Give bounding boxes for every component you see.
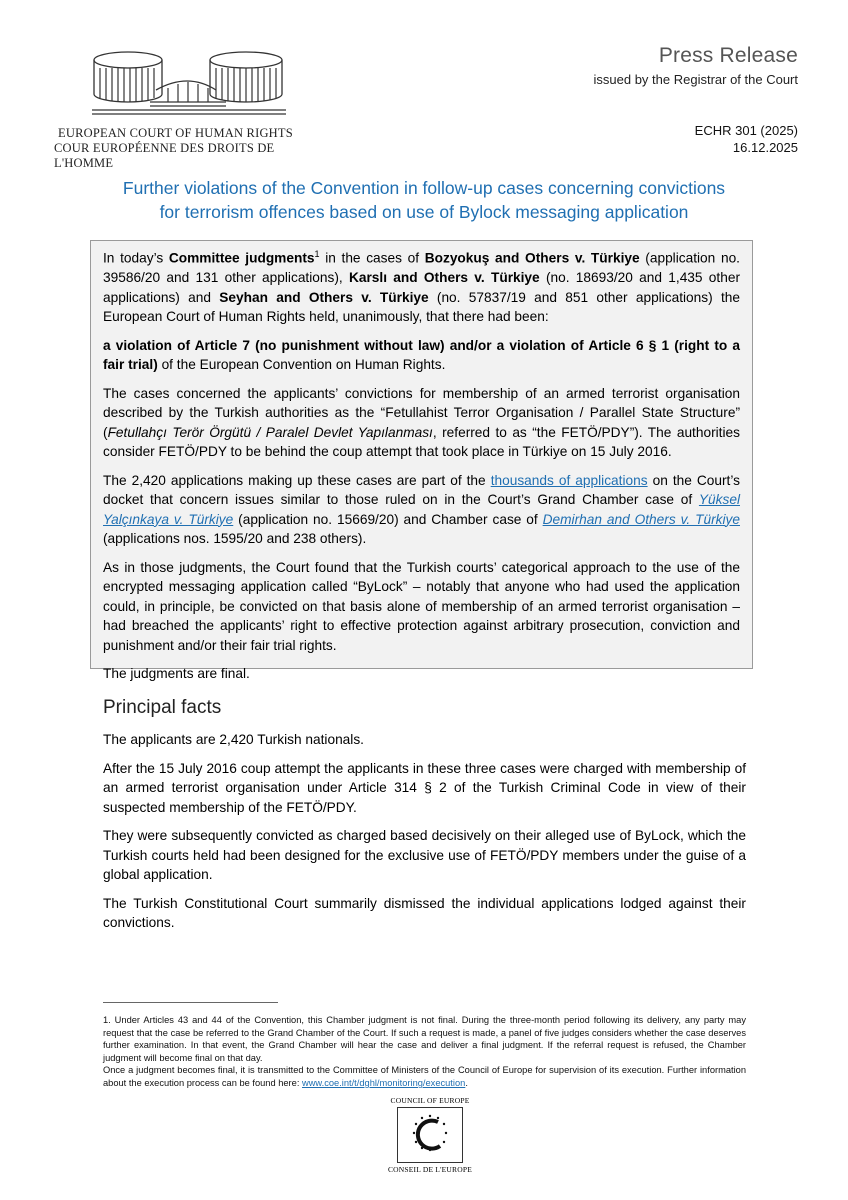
court-building-icon bbox=[90, 46, 290, 120]
section-heading-principal-facts: Principal facts bbox=[103, 697, 222, 718]
case-name: Karslı and Others v. Türkiye bbox=[348, 270, 540, 286]
text: (no. 18693/20 and 1,435 other applications) and bbox=[103, 270, 741, 305]
footnote-paragraph-1: 1. Under Articles 43 and 44 of the Convention, this Chamber judgment is not final. During the three-month period following its delivery, any party may request that the case be referred to the Grand Chamber of the Court. If such a request is made, a panel of five judges considers whether the case deserves further examination. In that event, the Grand Chamber will hear the case and deliver a final judgment. If the referral request is refused, the Chamber judgment will become final on that day. bbox=[103, 1015, 746, 1063]
coe-stars-icon bbox=[398, 1108, 462, 1162]
court-name-fr: COUR EUROPÉENNE DES DROITS DE L'HOMME bbox=[54, 141, 275, 170]
release-date: 16.12.2025 bbox=[732, 140, 798, 155]
text: in the cases of bbox=[319, 250, 425, 266]
release-reference bbox=[695, 122, 798, 156]
footnote-paragraph-2 bbox=[103, 1064, 746, 1089]
release-number: ECHR 301 (2025) bbox=[694, 123, 798, 138]
facts-paragraph-4: The Turkish Constitutional Court summarily dismissed the individual applications lodged against their convictions. bbox=[103, 895, 746, 930]
text: (no. 57837/19 and 851 other applications) the European Court of Human Rights held, unanimously, that there had been: bbox=[103, 289, 740, 325]
headline-line-2: for terrorism offences based on use of Bylock messaging application bbox=[159, 202, 689, 222]
text: In today’s bbox=[103, 250, 169, 266]
text: The 2,420 applications making up these cases are part of the bbox=[103, 472, 491, 488]
headline bbox=[96, 176, 752, 224]
coe-name-fr: CONSEIL DE L'EUROPE bbox=[387, 1165, 473, 1174]
text: Once a judgment becomes final, it is transmitted to the Committee of Ministers of the Council of Europe for supervision of its execution. Further information about the execution process can be found here: bbox=[103, 1065, 746, 1088]
facts-paragraph-2: After the 15 July 2016 coup attempt the applicants in these three cases were charged with membership of an armed terrorist organisation under Article 314 § 2 of the Turkish Criminal Code in view of their suspected membership of the FETÖ/PDY. bbox=[103, 760, 746, 815]
text: , referred to as “the FETÖ/PDY”). The authorities consider FETÖ/PDY to be behind the coup attempt that took place in Türkiye on 15 July 2016. bbox=[103, 424, 740, 460]
summary-paragraph-6: The judgments are final. bbox=[103, 666, 250, 682]
summary-box bbox=[90, 240, 753, 682]
principal-facts-body bbox=[103, 730, 746, 942]
summary-paragraph-4 bbox=[103, 471, 740, 549]
yalcinkaya-case-link[interactable]: Yüksel Yalçınkaya v. Türkiye bbox=[103, 492, 740, 527]
violation-text: a violation of Article 7 (no punishment without law) and/or a violation of Article 6 § 1 (right to a fair trial) bbox=[103, 337, 740, 373]
case-name: Bozyokuş and Others v. Türkiye bbox=[424, 250, 640, 266]
summary-paragraph-3 bbox=[103, 384, 740, 462]
press-release-header bbox=[594, 44, 799, 87]
facts-paragraph-3: They were subsequently convicted as charged based decisively on their alleged use of ByLock, which the Turkish courts held had been designed for the exclusive use of FETÖ/PDY members under the guise of a global application. bbox=[103, 828, 746, 882]
execution-info-link[interactable]: www.coe.int/t/dghl/monitoring/execution bbox=[302, 1077, 466, 1088]
footnote-ref[interactable]: 1 bbox=[314, 249, 320, 259]
text: (application no. 15669/20) and Chamber case of bbox=[233, 511, 543, 527]
demirhan-case-link[interactable]: Demirhan and Others v. Türkiye bbox=[542, 511, 740, 527]
coe-name-en: COUNCIL OF EUROPE bbox=[390, 1096, 470, 1105]
facts-paragraph-1: The applicants are 2,420 Turkish nationals. bbox=[103, 732, 364, 747]
footnote-divider bbox=[103, 1002, 278, 1003]
text: (applications nos. 1595/20 and 238 others). bbox=[103, 531, 367, 547]
summary-paragraph-1 bbox=[103, 245, 740, 327]
press-release-title: Press Release bbox=[658, 44, 798, 67]
italic-text: Fetullahçı Terör Örgütü / Paralel Devlet Yapılanması bbox=[107, 424, 433, 440]
court-name-en: EUROPEAN COURT OF HUMAN RIGHTS bbox=[58, 126, 293, 140]
bold-text: Committee judgments bbox=[168, 250, 315, 266]
text: (application no. 39586/20 and 131 other applications), bbox=[103, 250, 740, 286]
thousands-of-applications-link[interactable]: thousands of applications bbox=[490, 472, 648, 488]
council-of-europe-logo bbox=[380, 1096, 480, 1174]
footnote bbox=[103, 1014, 746, 1090]
summary-paragraph-5: As in those judgments, the Court found that the Turkish courts’ categorical approach to the use of the encrypted messaging application called “ByLock” – notably that anyone who had used the application could, in principle, be convicted on that basis alone of membership of an armed terrorist organisation – had breached the applicants’ right to effective protection against arbitrary prosecution, conviction and punishment and/or their fair trial rights. bbox=[103, 559, 740, 653]
text: of the European Convention on Human Rights. bbox=[157, 357, 446, 373]
press-release-subtitle: issued by the Registrar of the Court bbox=[593, 72, 798, 87]
coe-emblem bbox=[397, 1107, 463, 1163]
court-logo bbox=[54, 46, 322, 171]
text: on the Court’s docket that concern issues similar to those ruled on in the Court’s Grand Chamber case of bbox=[103, 472, 740, 508]
summary-paragraph-2 bbox=[103, 336, 740, 375]
text: The cases concerned the applicants’ convictions for membership of an armed terrorist organisation described by the Turkish authorities as the “Fetullahist Terror Organisation / Parallel State Structure” ( bbox=[103, 385, 740, 440]
text: . bbox=[465, 1077, 468, 1088]
headline-line-1: Further violations of the Convention in follow-up cases concerning convictions bbox=[122, 178, 726, 198]
case-name: Seyhan and Others v. Türkiye bbox=[219, 289, 429, 305]
